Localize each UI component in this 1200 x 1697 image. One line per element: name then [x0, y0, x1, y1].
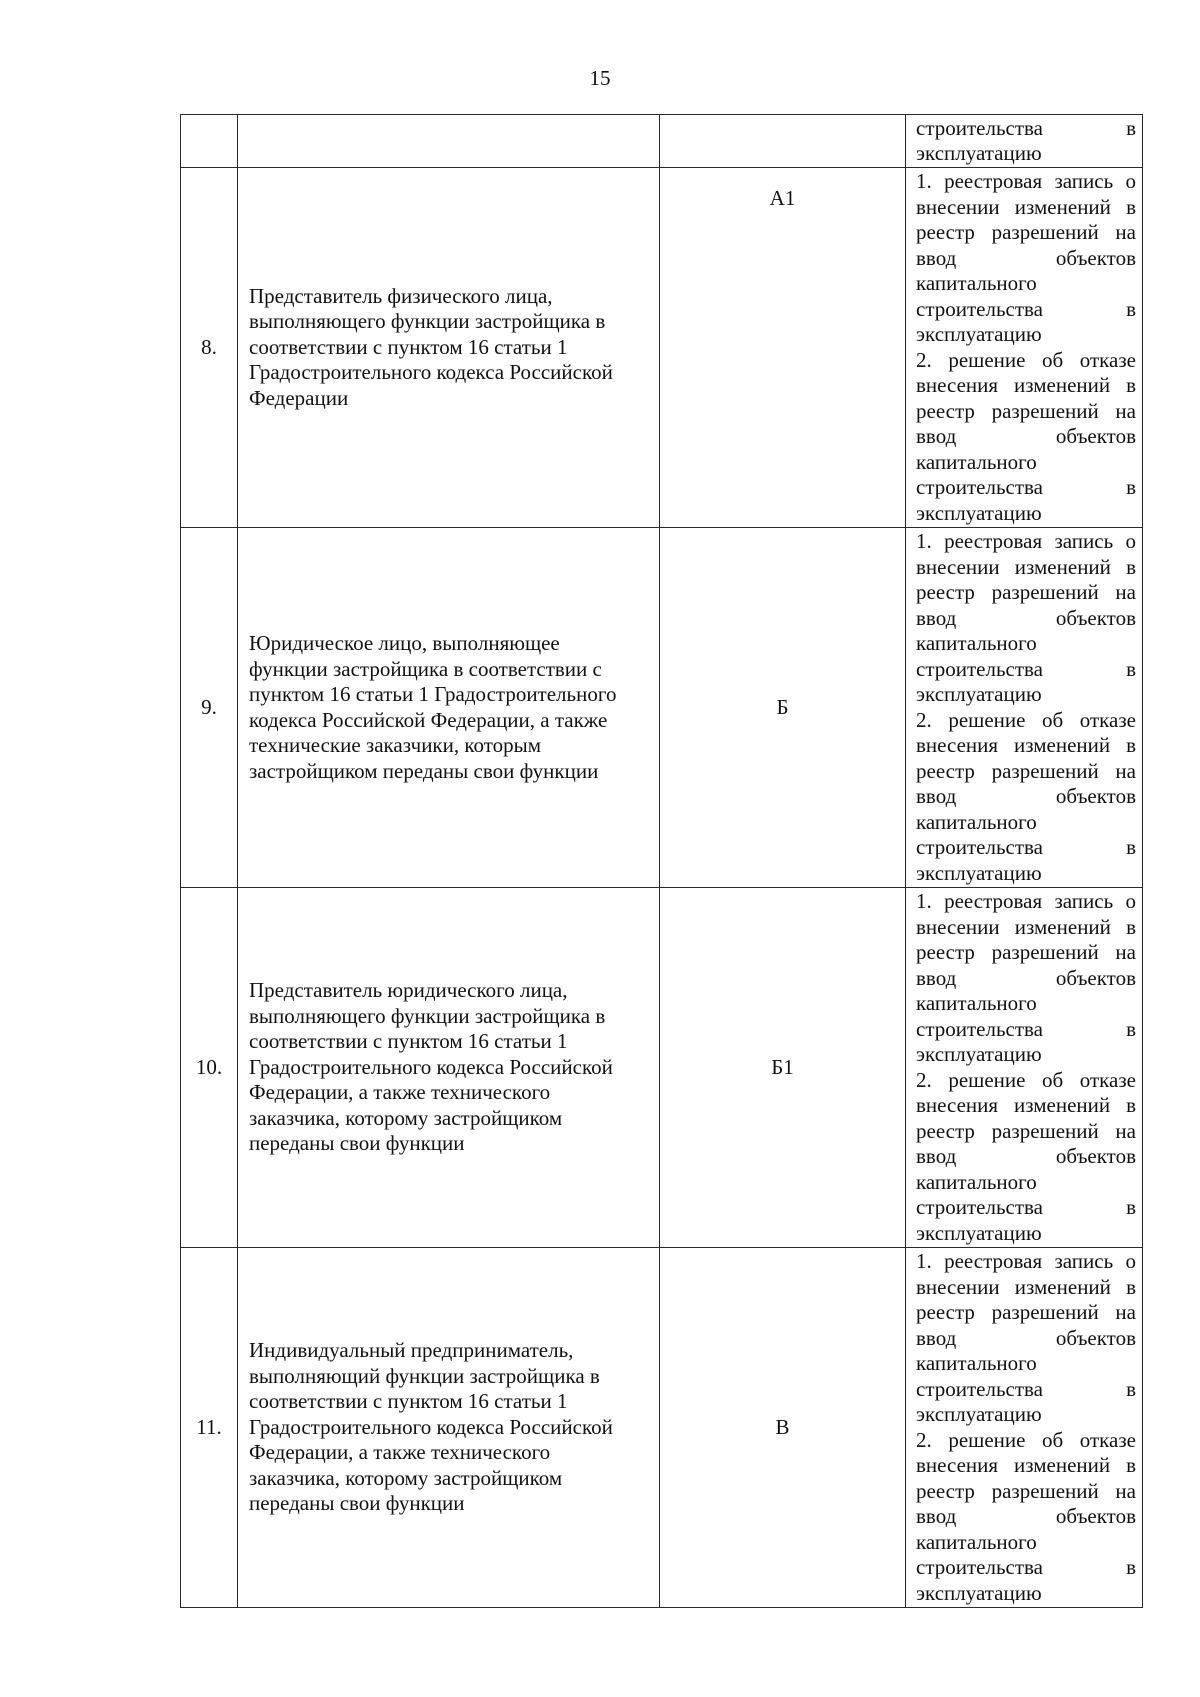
applicant-line: заказчика, которому застройщиком: [249, 1105, 563, 1130]
result-line: эксплуатацию: [916, 682, 1042, 706]
result-line: реестр разрешений на: [916, 580, 1136, 604]
result-line: реестр разрешений на: [916, 220, 1136, 244]
applicant-line: выполняющего функции застройщика в: [249, 1003, 606, 1028]
result-line: строительства в: [916, 296, 1136, 321]
result-line: капитального: [916, 631, 1037, 655]
result-line: ввод объектов: [916, 1144, 1136, 1168]
result-line: ввод объектов: [916, 1325, 1136, 1350]
applicant-cell: [238, 115, 660, 168]
row-number: 9.: [181, 528, 238, 888]
result-line: капитального: [916, 449, 1037, 474]
result-line: эксплуатацию: [916, 322, 1042, 346]
applicant-line: выполняющий функции застройщика в: [249, 1363, 600, 1388]
applicant-cell: [238, 1248, 660, 1608]
result-line: строительства в: [916, 115, 1136, 140]
result-line: капитального: [916, 991, 1037, 1015]
result-line: реестр разрешений на: [916, 1118, 1136, 1143]
applicant-cell: [238, 528, 660, 888]
result-line: эксплуатацию: [916, 500, 1042, 525]
applicant-line: кодекса Российской Федерации, а также: [249, 707, 608, 732]
result-line: 1. реестровая запись о: [916, 529, 1136, 553]
applicant-line: Градостроительного кодекса Российской: [249, 360, 613, 385]
category-code: В: [660, 1248, 906, 1608]
result-cell: [906, 115, 1143, 168]
applicant-line: переданы свои функции: [249, 1491, 465, 1516]
table-row: [181, 528, 1143, 888]
result-line: реестр разрешений на: [916, 940, 1136, 964]
applicant-line: Представитель физического лица,: [249, 283, 553, 308]
result-line: эксплуатацию: [916, 1042, 1042, 1066]
category-code: A1: [660, 168, 906, 528]
code-cell: [660, 115, 906, 168]
applicant-line: переданы свои функции: [249, 1131, 465, 1156]
result-line: 2. решение об отказе: [916, 1067, 1136, 1092]
result-line: эксплуатацию: [916, 1402, 1042, 1426]
applicant-line: заказчика, которому застройщиком: [249, 1465, 563, 1490]
category-code: Б: [660, 528, 906, 888]
result-line: капитального: [916, 1351, 1037, 1375]
result-cell: [906, 888, 1143, 1248]
applicant-line: застройщиком переданы свои функции: [249, 758, 599, 783]
result-line: ввод объектов: [916, 424, 1136, 448]
result-line: капитального: [916, 1169, 1037, 1194]
result-line: 2. решение об отказе: [916, 1427, 1136, 1452]
result-line: капитального: [916, 271, 1037, 295]
result-cell: [906, 528, 1143, 888]
table-row: [181, 168, 1143, 528]
applicant-line: Градостроительного кодекса Российской: [249, 1414, 613, 1439]
result-line: строительства в: [916, 1016, 1136, 1041]
applicant-line: Индивидуальный предприниматель,: [249, 1338, 574, 1363]
applicant-line: Градостроительного кодекса Российской: [249, 1054, 613, 1079]
result-line: 2. решение об отказе: [916, 707, 1136, 732]
table-row: [181, 888, 1143, 1248]
result-line: ввод объектов: [916, 1504, 1136, 1528]
applicant-line: технические заказчики, которым: [249, 733, 542, 757]
result-line: строительства в: [916, 1195, 1136, 1219]
result-line: строительства в: [916, 1555, 1136, 1579]
result-line: 1. реестровая запись о: [916, 889, 1136, 913]
result-line: внесении изменений в: [916, 554, 1136, 579]
result-line: ввод объектов: [916, 965, 1136, 990]
result-line: ввод объектов: [916, 605, 1136, 630]
row-number: 11.: [181, 1248, 238, 1608]
applicant-line: функции застройщика в соответствии с: [249, 656, 602, 681]
result-line: эксплуатацию: [916, 141, 1042, 165]
result-line: внесения изменений в: [916, 1093, 1136, 1117]
result-line: 1. реестровая запись о: [916, 1249, 1136, 1273]
applicant-categories-table: [180, 114, 1143, 1608]
result-line: внесения изменений в: [916, 373, 1136, 397]
result-line: внесения изменений в: [916, 1453, 1136, 1477]
page-number: 15: [589, 66, 611, 90]
result-line: реестр разрешений на: [916, 1300, 1136, 1324]
result-line: строительства в: [916, 835, 1136, 859]
result-line: ввод объектов: [916, 245, 1136, 270]
applicant-line: Федерации: [249, 385, 349, 410]
applicant-line: Юридическое лицо, выполняющее: [249, 631, 560, 655]
applicant-line: соответствии с пунктом 16 статьи 1: [249, 1029, 568, 1054]
applicant-line: Представитель юридического лица,: [249, 978, 568, 1003]
result-line: 1. реестровая запись о: [916, 169, 1136, 193]
result-line: капитального: [916, 1529, 1037, 1554]
result-line: эксплуатацию: [916, 860, 1042, 885]
result-line: капитального: [916, 809, 1037, 834]
result-line: реестр разрешений на: [916, 398, 1136, 423]
applicant-line: Федерации, а также технического: [249, 1080, 551, 1105]
result-line: внесении изменений в: [916, 1274, 1136, 1299]
table-row: [181, 1248, 1143, 1608]
applicant-cell: [238, 888, 660, 1248]
result-line: 2. решение об отказе: [916, 347, 1136, 372]
applicant-line: соответствии с пунктом 16 статьи 1: [249, 334, 568, 359]
applicant-line: соответствии с пунктом 16 статьи 1: [249, 1389, 568, 1414]
applicant-line: пунктом 16 статьи 1 Градостроительного: [249, 682, 617, 706]
result-line: внесении изменений в: [916, 914, 1136, 939]
result-line: строительства в: [916, 475, 1136, 499]
result-line: внесении изменений в: [916, 194, 1136, 219]
result-line: ввод объектов: [916, 784, 1136, 808]
table-row-carryover: [181, 115, 1143, 168]
result-line: строительства в: [916, 1376, 1136, 1401]
result-line: эксплуатацию: [916, 1580, 1042, 1605]
result-line: строительства в: [916, 656, 1136, 681]
result-line: реестр разрешений на: [916, 1478, 1136, 1503]
row-number: 8.: [181, 168, 238, 528]
applicant-cell: [238, 168, 660, 528]
number-cell: [181, 115, 238, 168]
row-number: 10.: [181, 888, 238, 1248]
applicant-line: Федерации, а также технического: [249, 1440, 551, 1465]
category-code: Б1: [660, 888, 906, 1248]
result-line: реестр разрешений на: [916, 758, 1136, 783]
applicant-line: выполняющего функции застройщика в: [249, 309, 606, 334]
result-cell: [906, 1248, 1143, 1608]
result-cell: [906, 168, 1143, 528]
result-line: эксплуатацию: [916, 1220, 1042, 1245]
result-line: внесения изменений в: [916, 733, 1136, 757]
